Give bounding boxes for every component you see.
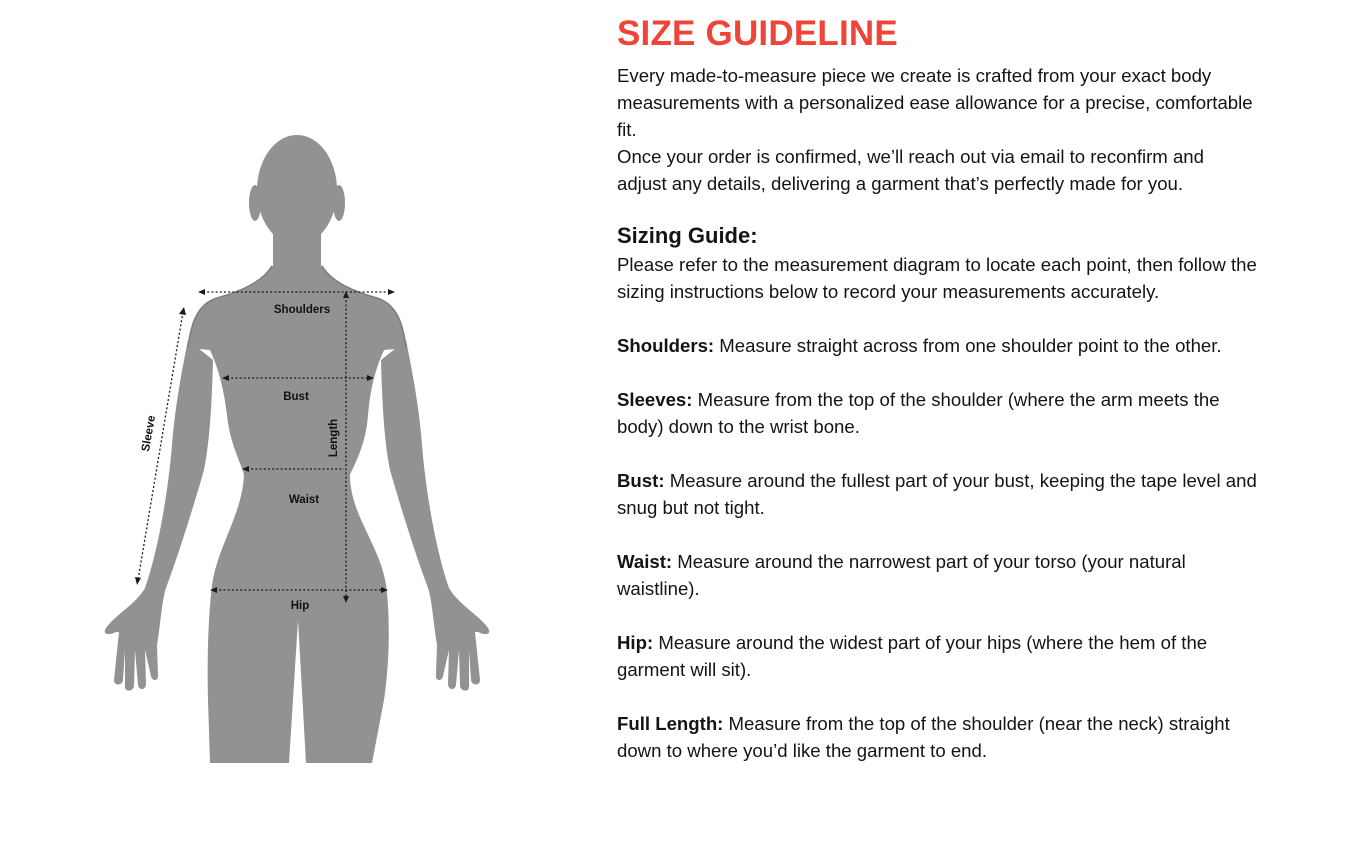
measurement-item-sleeves xyxy=(617,386,1257,440)
intro-paragraph-1: Every made-to-measure piece we create is crafted from your exact body measurements with a personalized ease allowance for a precise, comfortable fit. xyxy=(617,65,1253,140)
measurement-label: Shoulders: xyxy=(617,335,715,356)
measurement-item-hip xyxy=(617,629,1257,683)
measurement-diagram xyxy=(0,0,600,854)
measurement-text: Measure from the top of the shoulder (near the neck) straight down to where you’d like the garment to end. xyxy=(617,713,1230,761)
measurement-label: Full Length: xyxy=(617,713,724,734)
measurement-text: Measure straight across from one shoulder point to the other. xyxy=(719,335,1222,356)
measurement-text: Measure around the narrowest part of your torso (your natural waistline). xyxy=(617,551,1186,599)
length-label: Length xyxy=(328,418,340,458)
sleeve-label: Sleeve xyxy=(139,414,159,453)
waist-label: Waist xyxy=(288,494,320,506)
sizing-guide-intro: Please refer to the measurement diagram to locate each point, then follow the sizing instructions below to record your measurements accurately. xyxy=(617,254,1257,302)
measurement-item-waist xyxy=(617,548,1257,602)
measurement-label: Sleeves: xyxy=(617,389,693,410)
intro-paragraph-2: Once your order is confirmed, we’ll reach out via email to reconfirm and adjust any details, delivering a garment that’s perfectly made for you. xyxy=(617,146,1204,194)
measurement-item-bust xyxy=(617,467,1257,521)
measurement-text: Measure around the widest part of your hips (where the hem of the garment will sit). xyxy=(617,632,1208,680)
measurement-text: Measure around the fullest part of your bust, keeping the tape level and snug but not tight. xyxy=(617,470,1257,518)
body-silhouette-figure xyxy=(0,0,600,854)
measurement-label: Hip: xyxy=(617,632,654,653)
sizing-guide-heading: Sizing Guide: xyxy=(617,223,758,248)
body-silhouette xyxy=(105,135,490,763)
measurement-text: Measure from the top of the shoulder (where the arm meets the body) down to the wrist bone. xyxy=(617,389,1220,437)
measurement-item-full-length xyxy=(617,710,1257,764)
measurement-label: Bust: xyxy=(617,470,665,491)
measurement-label: Waist: xyxy=(617,551,673,572)
page-title: SIZE GUIDELINE xyxy=(617,14,898,53)
measurement-item-shoulders xyxy=(617,332,1257,359)
shoulders-label: Shoulders xyxy=(273,304,331,316)
hip-label: Hip xyxy=(290,600,310,612)
bust-label: Bust xyxy=(283,391,309,403)
size-guideline-content xyxy=(617,12,1257,764)
